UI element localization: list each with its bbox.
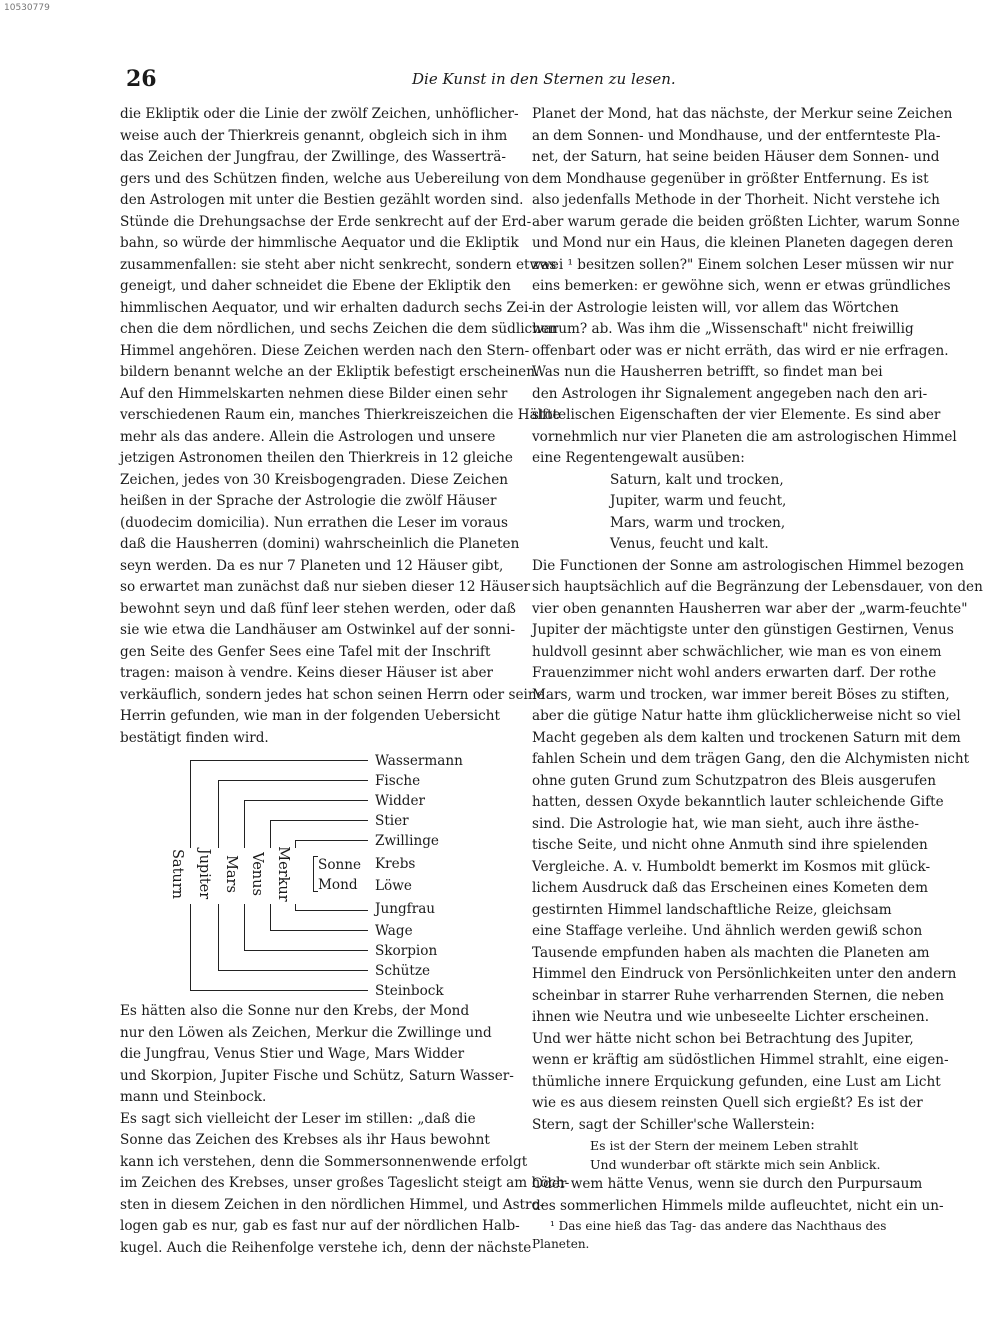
bracket-line	[244, 950, 368, 951]
text-line: Macht gegeben als dem kalten und trockenen Saturn mit dem	[532, 729, 961, 746]
text-line: sie wie etwa die Landhäuser am Ostwinkel auf der sonni-	[120, 622, 516, 638]
footnote-line: ¹ Das eine hieß das Tag- das andere das Nachthaus des	[550, 1219, 887, 1233]
text-line: heißen in der Sprache der Astrologie die zwölf Häuser	[120, 493, 497, 509]
left-column	[120, 104, 570, 1259]
text-line: Stern, sagt der Schiller'sche Wallerstein:	[532, 1116, 815, 1133]
sign-label: Jungfrau	[375, 901, 436, 917]
quote-line: Es ist der Stern der meinem Leben strahlt	[590, 1138, 859, 1153]
text-line: mehr als das andere. Allein die Astrologen und unsere	[120, 428, 496, 445]
sign-label: Wassermann	[375, 753, 463, 769]
text-line: mann und Steinbock.	[120, 1089, 267, 1105]
text-line: die Jungfrau, Venus Stier und Wage, Mars Widder	[120, 1046, 465, 1062]
text-line: Planet der Mond, hat das nächste, der Merkur seine Zeichen	[532, 106, 953, 122]
text-line: geneigt, und daher schneidet die Ebene der Ekliptik den	[120, 278, 511, 294]
text-line: vier oben genannten Hausherren war aber der „warm-feuchte"	[532, 600, 968, 617]
text-line: bildern benannt welche an der Ekliptik befestigt erscheinen.	[120, 364, 540, 380]
text-line: Himmel den Eindruck von Persönlichkeiten unter den andern	[532, 966, 957, 982]
bracket-line	[218, 780, 219, 848]
text-line: verkäuflich, sondern jedes hat schon seinen Herrn oder seine	[120, 686, 545, 703]
text-line: Mars, warm und trocken, war immer bereit Böses zu stiften,	[532, 686, 950, 703]
bracket-line	[295, 910, 368, 911]
page-number: 26	[126, 66, 157, 92]
text-line: logen gab es nur, gab es fast nur auf der nördlichen Halb-	[120, 1218, 520, 1234]
bracket-line	[270, 930, 368, 931]
bracket-line	[244, 800, 245, 848]
text-line: Es hätten also die Sonne nur den Krebs, der Mond	[120, 1003, 470, 1019]
text-line: gestirnten Himmel landschaftliche Reize, gleichsam	[532, 901, 892, 918]
sign-label: Fische	[375, 773, 421, 789]
planet-quality-line: Mars, warm und trocken,	[610, 514, 786, 531]
moon-label: Mond	[318, 877, 358, 893]
sign-label: Wage	[375, 923, 413, 939]
text-line: den Astrologen mit unter die Bestien gezählt worden sind.	[120, 192, 524, 208]
text-line: bestätigt finden wird.	[120, 729, 269, 746]
text-line: seyn werden. Da es nur 7 Planeten und 12 Häuser gibt,	[120, 557, 504, 574]
text-line: lichem Ausdruck daß das Erscheinen eines Kometen dem	[532, 880, 928, 896]
text-line: tragen: maison à vendre. Keins dieser Häuser ist aber	[120, 665, 494, 681]
bracket-line	[218, 780, 368, 781]
text-line: ihnen wie Neutra und wie unbeseelte Lichter erscheinen.	[532, 1009, 930, 1025]
text-line: dem Mondhause gegenüber in größter Entfernung. Es ist	[532, 170, 929, 187]
text-line: weise auch der Thierkreis genannt, obgleich sich in ihm	[120, 127, 508, 144]
text-line: bahn, so würde der himmlische Aequator und die Ekliptik	[120, 235, 519, 251]
text-line: an dem Sonnen- und Mondhause, und der entfernteste Pla-	[532, 127, 941, 144]
brace-line	[313, 856, 314, 892]
text-line: jetzigen Astronomen theilen den Thierkreis in 12 gleiche	[120, 450, 513, 466]
text-line: eins bemerken: er gewöhne sich, wenn er etwas gründliches	[532, 278, 951, 294]
text-line: sind. Die Astrologie hat, wie man sieht, auch ihre ästhe-	[532, 815, 919, 832]
text-line: Die Functionen der Sonne am astrologischen Himmel bezogen	[532, 557, 964, 574]
text-line: Stünde die Drehungsachse der Erde senkrecht auf der Erd-	[120, 213, 532, 230]
text-line: bewohnt seyn und daß fünf leer stehen werden, oder daß	[120, 600, 516, 617]
text-line: Es sagt sich vielleicht der Leser im stillen: „daß die	[120, 1110, 476, 1127]
text-line: thümliche innere Erquickung gefunden, eine Lust am Licht	[532, 1073, 941, 1090]
bracket-line	[295, 840, 368, 841]
sign-label: Zwillinge	[375, 833, 439, 849]
bracket-line	[270, 904, 271, 931]
text-line: offenbart oder was er nicht erräth, das wird er nie erfragen.	[532, 342, 949, 359]
text-line: chen die dem nördlichen, und sechs Zeichen die dem südlichen	[120, 321, 558, 337]
bracket-line	[244, 904, 245, 951]
text-line: eine Staffage verleihe. Und ähnlich werden gewiß schon	[532, 923, 923, 939]
text-line: ohne guten Grund zum Schutzpatron des Bleis ausgerufen	[532, 772, 936, 789]
planet-quality-line: Saturn, kalt und trocken,	[610, 471, 784, 488]
text-line: Sonne das Zeichen des Krebses als ihr Haus bewohnt	[120, 1132, 490, 1148]
bracket-line	[244, 800, 368, 801]
text-line: sich hauptsächlich auf die Begränzung der Lebensdauer, von den	[532, 579, 983, 595]
planet-merkur: Merkur	[275, 846, 291, 902]
text-line: zusammenfallen: sie steht aber nicht senkrecht, sondern etwas	[120, 256, 557, 273]
text-line: kugel. Auch die Reihenfolge verstehe ich, denn der nächste	[120, 1239, 532, 1256]
text-line: gen Seite des Genfer Sees eine Tafel mit der Inschrift	[120, 643, 491, 660]
text-line: fahlen Schein und dem trägen Gang, den die Alchymisten nicht	[532, 751, 970, 767]
bracket-line	[190, 904, 191, 991]
bracket-line	[270, 820, 368, 821]
page-id: 10530779	[4, 3, 50, 13]
bracket-line	[190, 760, 191, 848]
sign-label: Schütze	[375, 963, 431, 979]
text-line: daß die Hausherren (domini) wahrscheinlich die Planeten	[120, 536, 520, 552]
text-line: Auf den Himmelskarten nehmen diese Bilder einen sehr	[120, 385, 508, 402]
running-head: Die Kunst in den Sternen zu lesen.	[412, 70, 676, 88]
text-line: kann ich verstehen, denn die Sommersonnenwende erfolgt	[120, 1153, 528, 1170]
bracket-line	[190, 760, 368, 761]
text-line: wie es aus diesem reinsten Quell sich ergießt? Es ist der	[532, 1095, 923, 1111]
bracket-line	[218, 970, 368, 971]
text-line: sten in diesem Zeichen in den nördlichen Himmel, und Astro-	[120, 1196, 545, 1213]
text-line: den Astrologen ihr Signalement angegeben nach den ari-	[532, 385, 928, 402]
text-line: und Mond nur ein Haus, die kleinen Planeten dagegen deren	[532, 235, 954, 251]
planet-quality-line: Venus, feucht und kalt.	[610, 536, 769, 552]
text-line: im Zeichen des Krebses, unser großes Tageslicht steigt am höch-	[120, 1175, 570, 1191]
sign-label: Steinbock	[375, 983, 444, 999]
text-line: in der Astrologie leisten will, vor allem das Wörtchen	[532, 299, 899, 316]
text-line: Jupiter der mächtigste unter den günstigen Gestirnen, Venus	[532, 622, 954, 638]
text-line: nur den Löwen als Zeichen, Merkur die Zwillinge und	[120, 1024, 492, 1041]
text-line: stotelischen Eigenschaften der vier Elemente. Es sind aber	[532, 407, 941, 423]
text-line: das Zeichen der Jungfrau, der Zwillinge, des Wasserträ-	[120, 149, 506, 165]
text-line: Tausende empfunden haben als machten die Planeten am	[532, 944, 930, 961]
text-line: also jedenfalls Methode in der Thorheit. Nicht verstehe ich	[532, 192, 940, 208]
text-line: huldvoll gesinnt aber schwächlicher, wie man es von einem	[532, 643, 942, 660]
text-line: Himmel angehören. Diese Zeichen werden nach den Stern-	[120, 342, 530, 359]
bracket-line	[190, 990, 368, 991]
text-line: scheinbar in starrer Ruhe verharrenden Sternen, die neben	[532, 987, 944, 1004]
text-line: gers und des Schützen finden, welche aus Uebereilung von	[120, 170, 529, 187]
text-line: des sommerlichen Himmels milde aufleuchtet, nicht ein un-	[532, 1197, 944, 1214]
planet-saturn: Saturn	[169, 848, 185, 899]
text-line: (duodecim domicilia). Nun errathen die Leser im voraus	[120, 514, 508, 531]
right-column	[532, 104, 983, 1253]
planet-venus: Venus	[249, 852, 265, 896]
text-line: die Ekliptik oder die Linie der zwölf Zeichen, unhöflicher-	[120, 106, 519, 122]
text-line: Was nun die Hausherren betrifft, so findet man bei	[532, 364, 883, 380]
planet-jupiter: Jupiter	[196, 848, 212, 900]
houses-diagram	[120, 749, 504, 1001]
text-line: verschiedenen Raum ein, manches Thierkreiszeichen die Hälfte	[120, 407, 561, 423]
text-line: vornehmlich nur vier Planeten die am astrologischen Himmel	[532, 428, 957, 445]
sign-label: Löwe	[375, 878, 412, 894]
text-line: so erwartet man zunächst daß nur sieben dieser 12 Häuser	[120, 579, 531, 595]
text-line: aber warum gerade die beiden größten Lichter, warum Sonne	[532, 213, 960, 230]
bracket-line	[270, 820, 271, 848]
text-line: himmlischen Aequator, und wir erhalten dadurch sechs Zei-	[120, 299, 533, 316]
planet-mars: Mars	[223, 855, 239, 893]
footnote-line: Planeten.	[532, 1237, 590, 1251]
bracket-line	[295, 904, 296, 911]
text-line: und Skorpion, Jupiter Fische und Schütz, Saturn Wasser-	[120, 1067, 514, 1084]
text-line: eine Regentengewalt ausüben:	[532, 450, 745, 466]
text-line: Vergleiche. A. v. Humboldt bemerkt im Kosmos mit glück-	[532, 858, 931, 875]
text-line: Und wer hätte nicht schon bei Betrachtung des Jupiter,	[532, 1030, 914, 1047]
text-line: aber die gütige Natur hatte ihm glücklicherweise nicht so viel	[532, 708, 961, 724]
sign-label: Widder	[375, 793, 426, 809]
text-line: tische Seite, und nicht ohne Anmuth sind ihre spielenden	[532, 837, 928, 853]
text-line: Zeichen, jedes von 30 Kreisbogengraden. Diese Zeichen	[120, 471, 509, 488]
bracket-line	[295, 840, 296, 848]
text-line: zwei ¹ besitzen sollen?" Einem solchen Leser müssen wir nur	[532, 256, 954, 273]
text-line: Oder wem hätte Venus, wenn sie durch den Purpursaum	[532, 1176, 923, 1192]
text-line: Frauenzimmer nicht wohl anders erwarten darf. Der rothe	[532, 665, 937, 681]
quote-line: Und wunderbar oft stärkte mich sein Anblick.	[590, 1157, 881, 1172]
sign-label: Krebs	[375, 856, 416, 872]
planet-quality-line: Jupiter, warm und feucht,	[610, 493, 787, 509]
text-line: warum? ab. Was ihm die „Wissenschaft" nicht freiwillig	[532, 321, 914, 337]
sign-label: Skorpion	[375, 943, 438, 959]
sign-label: Stier	[375, 813, 409, 829]
bracket-line	[218, 904, 219, 971]
text-line: hatten, dessen Oxyde bekanntlich lauter schleichende Gifte	[532, 794, 944, 810]
text-line: net, der Saturn, hat seine beiden Häuser dem Sonnen- und	[532, 149, 940, 165]
text-line: wenn er kräftig am südöstlichen Himmel strahlt, eine eigen-	[532, 1052, 949, 1068]
text-line: Herrin gefunden, wie man in der folgenden Uebersicht	[120, 708, 500, 724]
sun-label: Sonne	[318, 857, 362, 873]
